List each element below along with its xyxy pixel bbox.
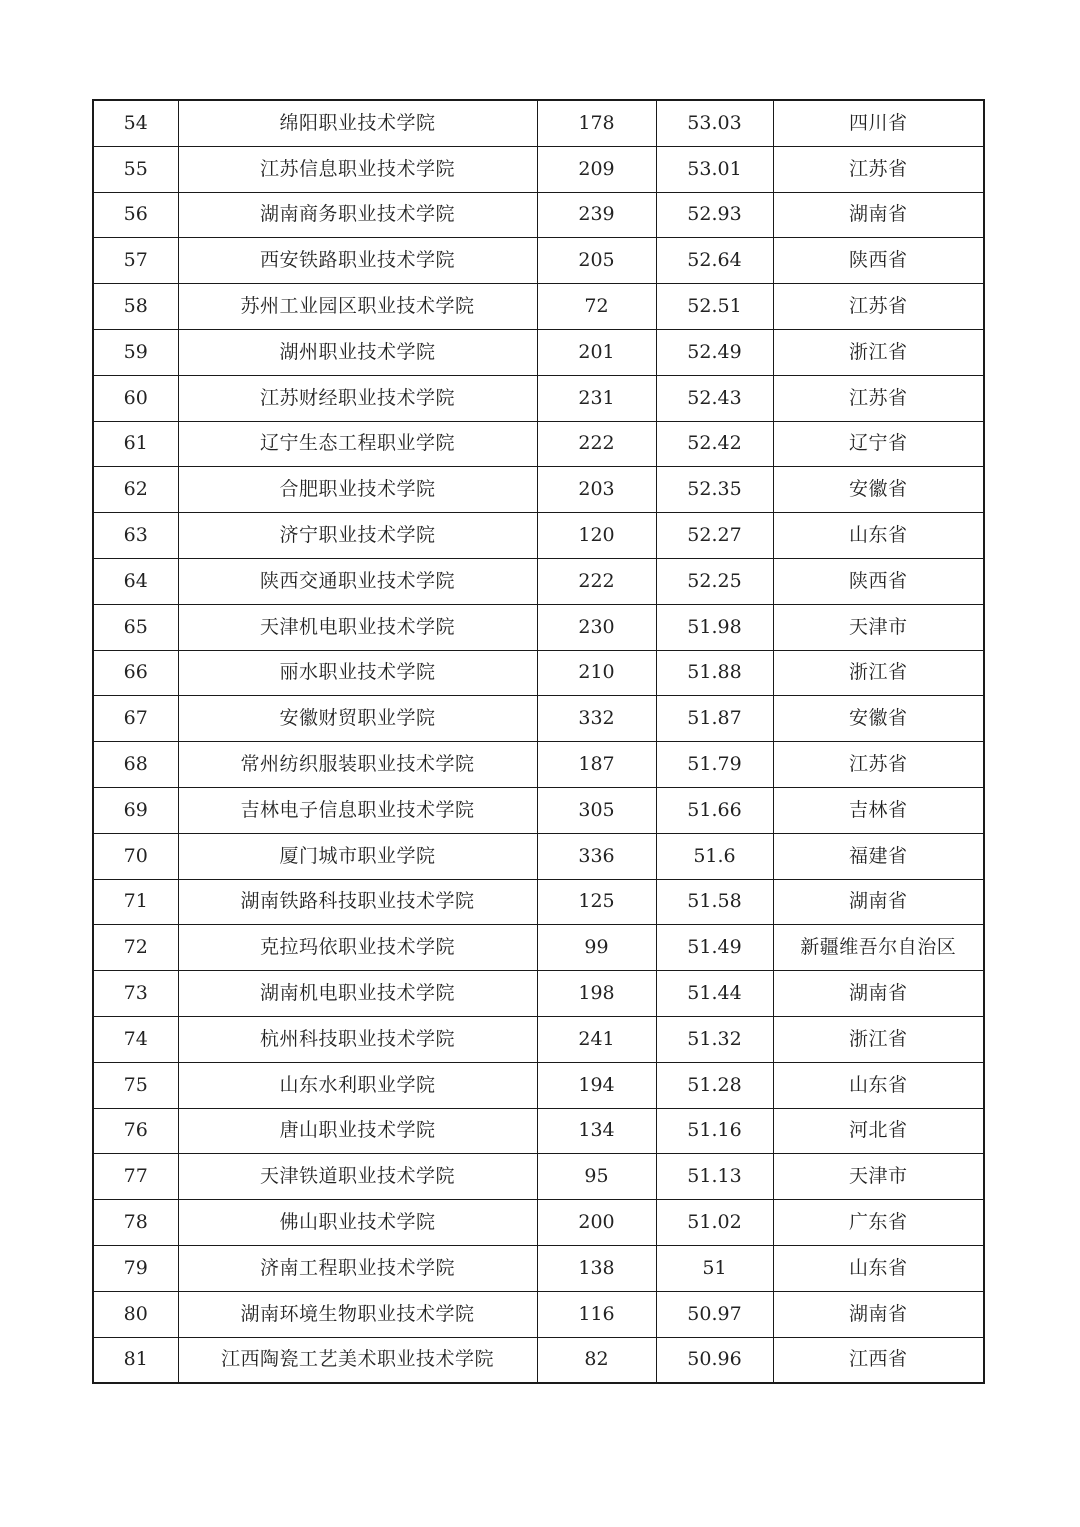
count-cell: 203 (537, 467, 656, 513)
rank-cell: 71 (93, 879, 178, 925)
count-cell: 194 (537, 1062, 656, 1108)
rank-cell: 54 (93, 100, 178, 146)
province-cell: 吉林省 (773, 787, 984, 833)
score-cell: 52.93 (656, 192, 773, 238)
count-cell: 120 (537, 513, 656, 559)
count-cell: 116 (537, 1291, 656, 1337)
rank-cell: 56 (93, 192, 178, 238)
college-name-cell: 辽宁生态工程职业学院 (178, 421, 537, 467)
rank-cell: 81 (93, 1337, 178, 1383)
table-row (93, 375, 984, 421)
count-cell: 178 (537, 100, 656, 146)
rank-cell: 70 (93, 833, 178, 879)
count-cell: 82 (537, 1337, 656, 1383)
province-cell: 江苏省 (773, 284, 984, 330)
province-cell: 山东省 (773, 1062, 984, 1108)
score-cell: 51.32 (656, 1016, 773, 1062)
count-cell: 230 (537, 604, 656, 650)
count-cell: 99 (537, 925, 656, 971)
college-name-cell: 济宁职业技术学院 (178, 513, 537, 559)
count-cell: 200 (537, 1200, 656, 1246)
count-cell: 305 (537, 787, 656, 833)
rank-cell: 80 (93, 1291, 178, 1337)
score-cell: 52.27 (656, 513, 773, 559)
score-cell: 53.01 (656, 146, 773, 192)
college-name-cell: 合肥职业技术学院 (178, 467, 537, 513)
count-cell: 138 (537, 1245, 656, 1291)
table-row (93, 421, 984, 467)
college-name-cell: 江苏信息职业技术学院 (178, 146, 537, 192)
rank-cell: 78 (93, 1200, 178, 1246)
table-row (93, 1016, 984, 1062)
count-cell: 241 (537, 1016, 656, 1062)
rank-cell: 77 (93, 1154, 178, 1200)
score-cell: 51.49 (656, 925, 773, 971)
province-cell: 安徽省 (773, 696, 984, 742)
college-name-cell: 湖南商务职业技术学院 (178, 192, 537, 238)
province-cell: 湖南省 (773, 971, 984, 1017)
table-row (93, 650, 984, 696)
college-name-cell: 山东水利职业学院 (178, 1062, 537, 1108)
province-cell: 江苏省 (773, 742, 984, 788)
table-row (93, 329, 984, 375)
score-cell: 52.42 (656, 421, 773, 467)
count-cell: 187 (537, 742, 656, 788)
table-row (93, 879, 984, 925)
rank-cell: 61 (93, 421, 178, 467)
rank-cell: 59 (93, 329, 178, 375)
table-row (93, 1154, 984, 1200)
ranking-table (92, 99, 985, 1384)
college-name-cell: 陕西交通职业技术学院 (178, 558, 537, 604)
score-cell: 52.64 (656, 238, 773, 284)
province-cell: 江苏省 (773, 146, 984, 192)
score-cell: 52.49 (656, 329, 773, 375)
table-row (93, 238, 984, 284)
rank-cell: 55 (93, 146, 178, 192)
count-cell: 336 (537, 833, 656, 879)
college-name-cell: 天津机电职业技术学院 (178, 604, 537, 650)
count-cell: 95 (537, 1154, 656, 1200)
score-cell: 52.35 (656, 467, 773, 513)
rank-cell: 58 (93, 284, 178, 330)
province-cell: 山东省 (773, 1245, 984, 1291)
province-cell: 浙江省 (773, 329, 984, 375)
province-cell: 天津市 (773, 1154, 984, 1200)
score-cell: 51.79 (656, 742, 773, 788)
score-cell: 52.25 (656, 558, 773, 604)
table-row (93, 100, 984, 146)
count-cell: 134 (537, 1108, 656, 1154)
province-cell: 新疆维吾尔自治区 (773, 925, 984, 971)
college-name-cell: 克拉玛依职业技术学院 (178, 925, 537, 971)
province-cell: 浙江省 (773, 1016, 984, 1062)
rank-cell: 72 (93, 925, 178, 971)
college-name-cell: 厦门城市职业学院 (178, 833, 537, 879)
college-name-cell: 丽水职业技术学院 (178, 650, 537, 696)
college-name-cell: 江西陶瓷工艺美术职业技术学院 (178, 1337, 537, 1383)
college-name-cell: 常州纺织服装职业技术学院 (178, 742, 537, 788)
score-cell: 51.44 (656, 971, 773, 1017)
count-cell: 239 (537, 192, 656, 238)
table-row (93, 513, 984, 559)
table-row (93, 1062, 984, 1108)
table-row (93, 833, 984, 879)
score-cell: 51.98 (656, 604, 773, 650)
rank-cell: 73 (93, 971, 178, 1017)
score-cell: 50.97 (656, 1291, 773, 1337)
rank-cell: 63 (93, 513, 178, 559)
table-row (93, 1291, 984, 1337)
rank-cell: 62 (93, 467, 178, 513)
count-cell: 125 (537, 879, 656, 925)
ranking-table-body (93, 100, 984, 1383)
table-row (93, 146, 984, 192)
college-name-cell: 苏州工业园区职业技术学院 (178, 284, 537, 330)
score-cell: 51.6 (656, 833, 773, 879)
college-name-cell: 绵阳职业技术学院 (178, 100, 537, 146)
count-cell: 198 (537, 971, 656, 1017)
count-cell: 210 (537, 650, 656, 696)
score-cell: 51 (656, 1245, 773, 1291)
college-name-cell: 天津铁道职业技术学院 (178, 1154, 537, 1200)
college-name-cell: 西安铁路职业技术学院 (178, 238, 537, 284)
college-name-cell: 湖南铁路科技职业技术学院 (178, 879, 537, 925)
college-name-cell: 安徽财贸职业学院 (178, 696, 537, 742)
score-cell: 51.28 (656, 1062, 773, 1108)
province-cell: 四川省 (773, 100, 984, 146)
table-row (93, 696, 984, 742)
table-row (93, 971, 984, 1017)
province-cell: 陕西省 (773, 238, 984, 284)
college-name-cell: 济南工程职业技术学院 (178, 1245, 537, 1291)
score-cell: 52.43 (656, 375, 773, 421)
college-name-cell: 吉林电子信息职业技术学院 (178, 787, 537, 833)
score-cell: 51.66 (656, 787, 773, 833)
province-cell: 天津市 (773, 604, 984, 650)
table-row (93, 467, 984, 513)
table-row (93, 1200, 984, 1246)
score-cell: 51.87 (656, 696, 773, 742)
count-cell: 205 (537, 238, 656, 284)
province-cell: 安徽省 (773, 467, 984, 513)
college-name-cell: 江苏财经职业技术学院 (178, 375, 537, 421)
table-row (93, 558, 984, 604)
count-cell: 209 (537, 146, 656, 192)
college-name-cell: 杭州科技职业技术学院 (178, 1016, 537, 1062)
table-row (93, 742, 984, 788)
province-cell: 湖南省 (773, 192, 984, 238)
count-cell: 201 (537, 329, 656, 375)
province-cell: 河北省 (773, 1108, 984, 1154)
table-row (93, 604, 984, 650)
province-cell: 山东省 (773, 513, 984, 559)
score-cell: 51.13 (656, 1154, 773, 1200)
rank-cell: 57 (93, 238, 178, 284)
province-cell: 湖南省 (773, 879, 984, 925)
count-cell: 332 (537, 696, 656, 742)
rank-cell: 65 (93, 604, 178, 650)
college-name-cell: 湖州职业技术学院 (178, 329, 537, 375)
table-row (93, 284, 984, 330)
score-cell: 51.16 (656, 1108, 773, 1154)
score-cell: 51.88 (656, 650, 773, 696)
score-cell: 51.02 (656, 1200, 773, 1246)
province-cell: 陕西省 (773, 558, 984, 604)
rank-cell: 67 (93, 696, 178, 742)
rank-cell: 60 (93, 375, 178, 421)
table-row (93, 192, 984, 238)
college-name-cell: 佛山职业技术学院 (178, 1200, 537, 1246)
table-row (93, 1108, 984, 1154)
table-row (93, 1337, 984, 1383)
rank-cell: 66 (93, 650, 178, 696)
college-name-cell: 湖南机电职业技术学院 (178, 971, 537, 1017)
count-cell: 231 (537, 375, 656, 421)
table-row (93, 925, 984, 971)
province-cell: 福建省 (773, 833, 984, 879)
province-cell: 广东省 (773, 1200, 984, 1246)
table-row (93, 787, 984, 833)
score-cell: 51.58 (656, 879, 773, 925)
count-cell: 222 (537, 558, 656, 604)
province-cell: 湖南省 (773, 1291, 984, 1337)
table-row (93, 1245, 984, 1291)
score-cell: 52.51 (656, 284, 773, 330)
score-cell: 53.03 (656, 100, 773, 146)
province-cell: 江西省 (773, 1337, 984, 1383)
province-cell: 江苏省 (773, 375, 984, 421)
rank-cell: 68 (93, 742, 178, 788)
count-cell: 72 (537, 284, 656, 330)
rank-cell: 64 (93, 558, 178, 604)
rank-cell: 79 (93, 1245, 178, 1291)
college-name-cell: 唐山职业技术学院 (178, 1108, 537, 1154)
rank-cell: 74 (93, 1016, 178, 1062)
rank-cell: 75 (93, 1062, 178, 1108)
score-cell: 50.96 (656, 1337, 773, 1383)
province-cell: 辽宁省 (773, 421, 984, 467)
province-cell: 浙江省 (773, 650, 984, 696)
rank-cell: 69 (93, 787, 178, 833)
college-name-cell: 湖南环境生物职业技术学院 (178, 1291, 537, 1337)
rank-cell: 76 (93, 1108, 178, 1154)
count-cell: 222 (537, 421, 656, 467)
